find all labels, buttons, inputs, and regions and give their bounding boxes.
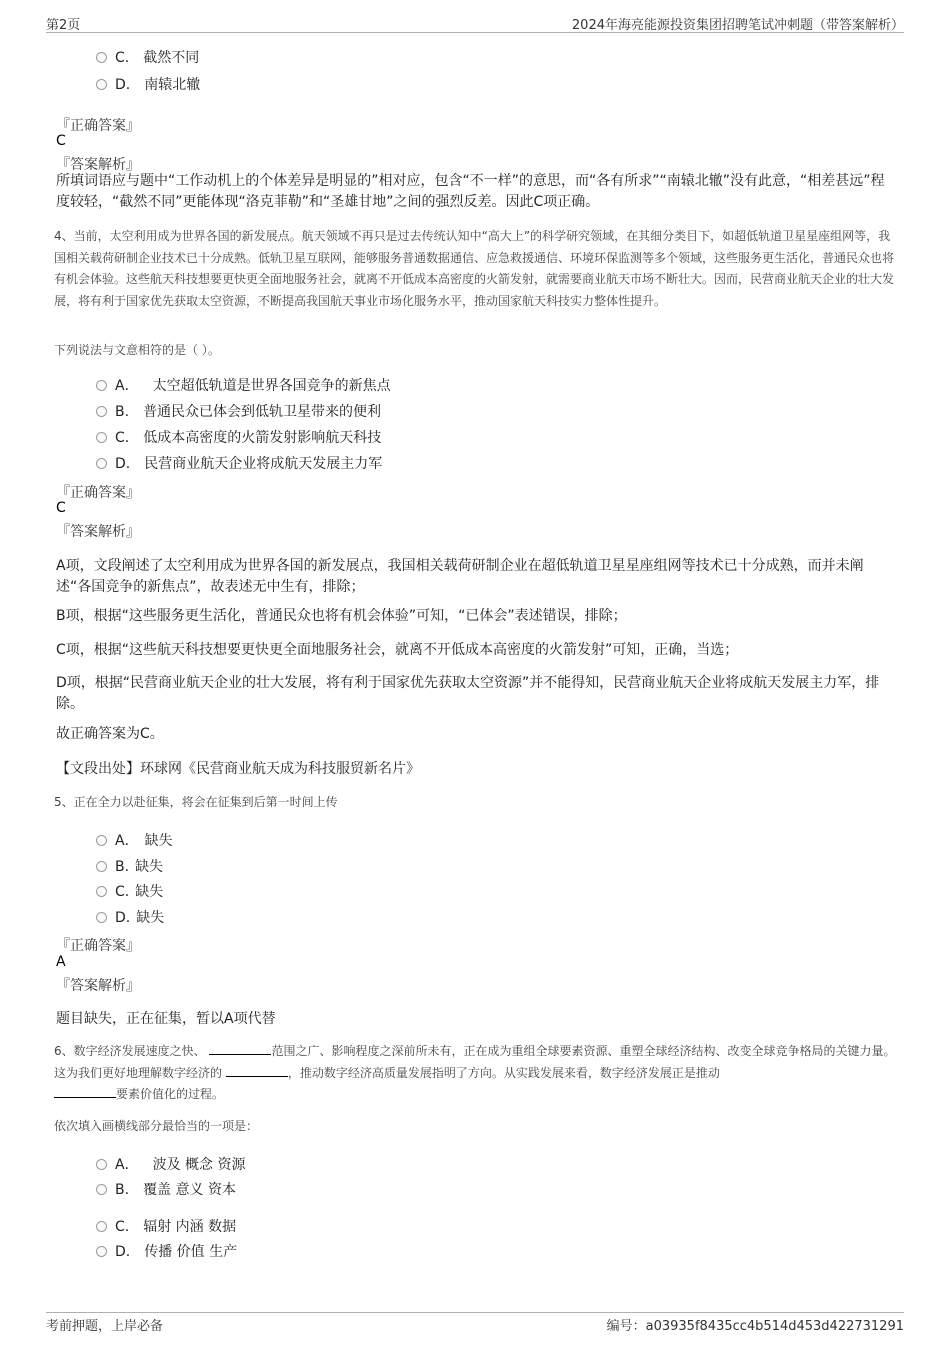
q5-analysis: 题目缺失，正在征集，暂以A项代替 <box>56 1011 276 1027</box>
q6-prompt: 依次填入画横线部分最恰当的一项是： <box>54 1119 259 1133</box>
radio-icon[interactable] <box>96 861 107 872</box>
q5-option-c[interactable]: C. 缺失 <box>96 881 163 901</box>
q5-option-a[interactable]: A． 缺失 <box>96 830 173 850</box>
q4-analysis-b: B项，根据“这些服务更生活化，普通民众也将有机会体验”可知，“已体会”表述错误，排除； <box>56 608 627 624</box>
radio-icon[interactable] <box>96 79 107 90</box>
document-serial: 编号：a03935f8435cc4b514d453d422731291 <box>606 1319 904 1334</box>
radio-icon[interactable] <box>96 1246 107 1257</box>
radio-icon[interactable] <box>96 886 107 897</box>
q3-analysis: 所填词语应与题中“工作动机上的个体差异是明显的”相对应，包含“不一样”的意思，而“各有所求”“南辕北辙”没有此意，“相差甚远”程度较轻，“截然不同”更能体现“洛克菲勒”和“圣雄甘地”之间的强烈反差。因此C项正确。 <box>56 173 885 210</box>
q5-option-b[interactable]: B. 缺失 <box>96 856 163 876</box>
q3-option-c[interactable]: C. 截然不同 <box>96 47 199 67</box>
q4-source: 【文段出处】环球网《民营商业航天成为科技服贸新名片》 <box>56 761 420 777</box>
q4-prompt: 下列说法与文意相符的是（ ）。 <box>54 343 220 357</box>
footer-slogan: 考前押题，上岸必备 <box>46 1319 164 1334</box>
radio-icon[interactable] <box>96 835 107 846</box>
radio-icon[interactable] <box>96 1221 107 1232</box>
fill-blank-1 <box>209 1042 271 1055</box>
q4-option-d[interactable]: D. 民营商业航天企业将成航天发展主力军 <box>96 453 382 473</box>
q3-correct-answer: C <box>56 133 66 149</box>
fill-blank-3 <box>54 1085 116 1098</box>
q4-conclusion: 故正确答案为C。 <box>56 726 164 742</box>
q4-analysis-c: C项，根据“这些航天科技想要更快更全面地服务社会，就离不开低成本高密度的火箭发射”可知，正确，当选； <box>56 642 739 658</box>
q5-correct-answer-label: 『正确答案』 <box>56 938 140 954</box>
q4-analysis-a: A项，文段阐述了太空利用成为世界各国的新发展点，我国相关载荷研制企业在超低轨道卫星星座组网等技术已十分成熟，而并未阐述“各国竞争的新焦点”，故表述无中生有，排除； <box>56 558 864 595</box>
q4-stem: 4、当前，太空利用成为世界各国的新发展点。航天领域不再只是过去传统认知中“高大上”的科学研究领域，在其细分类目下，如超低轨道卫星星座组网等，我国相关载荷研制企业技术已十分成熟。低轨卫星互联网，能够服务普通数据通信、应急救援通信、环境环保监测等多个领域，这些服务更生活化，普通民众也将有机会体验。这些航天科技想要更快更全面地服务社会，就离不开低成本高密度的火箭发射，就需要商业航天市场不断壮大。因而，民营商业航天企业的壮大发展，将有利于国家优先获取太空资源，不断提高我国航天事业市场化服务水平，推动国家航天科技实力整体性提升。 <box>54 229 895 308</box>
fill-blank-2 <box>226 1064 288 1077</box>
radio-icon[interactable] <box>96 432 107 443</box>
radio-icon[interactable] <box>96 458 107 469</box>
q5-option-d[interactable]: D. 缺失 <box>96 907 164 927</box>
radio-icon[interactable] <box>96 912 107 923</box>
q3-analysis-label: 『答案解析』 <box>56 157 140 173</box>
q6-option-a[interactable]: A． 波及 概念 资源 <box>96 1154 245 1174</box>
radio-icon[interactable] <box>96 406 107 417</box>
radio-icon[interactable] <box>96 52 107 63</box>
q5-correct-answer: A <box>56 954 66 970</box>
q5-stem: 5、正在全力以赴征集，将会在征集到后第一时间上传 <box>54 795 338 809</box>
page-header <box>46 14 904 33</box>
q6-option-b[interactable]: B. 覆盖 意义 资本 <box>96 1179 236 1199</box>
q3-option-d[interactable]: D. 南辕北辙 <box>96 74 200 94</box>
page-footer <box>46 1312 904 1333</box>
q4-correct-answer-label: 『正确答案』 <box>56 485 140 501</box>
q6-option-c[interactable]: C. 辐射 内涵 数据 <box>96 1216 236 1236</box>
radio-icon[interactable] <box>96 380 107 391</box>
q6-option-d[interactable]: D. 传播 价值 生产 <box>96 1241 237 1261</box>
q4-correct-answer: C <box>56 500 66 516</box>
q4-option-a[interactable]: A． 太空超低轨道是世界各国竞争的新焦点 <box>96 375 391 395</box>
radio-icon[interactable] <box>96 1184 107 1195</box>
q5-analysis-label: 『答案解析』 <box>56 978 140 994</box>
q4-analysis-d: D项，根据“民营商业航天企业的壮大发展，将有利于国家优先获取太空资源”并不能得知，民营商业航天企业将成航天发展主力军，排除。 <box>56 675 880 712</box>
page-number: 第2页 <box>46 18 81 33</box>
document-title: 2024年海亮能源投资集团招聘笔试冲刺题（带答案解析） <box>571 18 904 33</box>
radio-icon[interactable] <box>96 1159 107 1170</box>
q4-analysis-label: 『答案解析』 <box>56 524 140 540</box>
q6-stem: 6、数字经济发展速度之快、 范围之广、影响程度之深前所未有，正在成为重组全球要素资源、重塑全球经济结构、改变全球竞争格局的关键力量。这为我们更好地理解数字经济的 ，推动数字经济高质量发展指明了方向。从实践发展来看，数字经济发展正是推动 要素价值化的过程。 <box>54 1044 896 1101</box>
q4-option-b[interactable]: B. 普通民众已体会到低轨卫星带来的便利 <box>96 401 381 421</box>
q4-option-c[interactable]: C. 低成本高密度的火箭发射影响航天科技 <box>96 427 381 447</box>
q3-correct-answer-label: 『正确答案』 <box>56 118 140 134</box>
